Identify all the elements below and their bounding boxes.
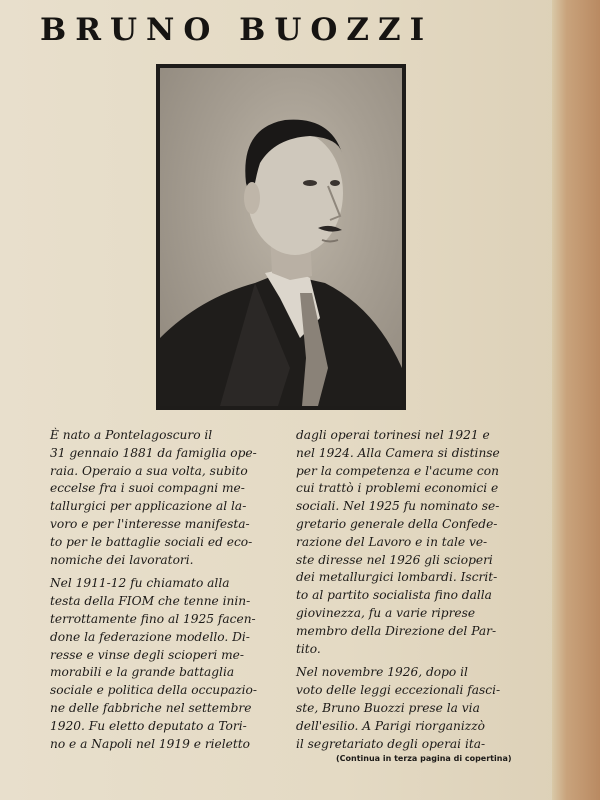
continuation-note: (Continua in terza pagina di copertina) bbox=[336, 754, 512, 763]
text-line: cui trattò i problemi economici e bbox=[296, 481, 499, 496]
text-line: terrottamente fino al 1925 facen- bbox=[50, 611, 256, 626]
text-line: membro della Direzione del Par- bbox=[296, 623, 497, 638]
article-left-column bbox=[50, 427, 290, 759]
text-line: per la competenza e l'acume con bbox=[296, 463, 499, 478]
text-line: gretario generale della Confede- bbox=[296, 516, 498, 531]
text-line: nel 1924. Alla Camera si distinse bbox=[296, 445, 500, 460]
article-paragraph bbox=[296, 664, 532, 753]
text-line: razione del Lavoro e in tale ve- bbox=[296, 534, 488, 549]
article-paragraph bbox=[50, 427, 290, 569]
text-line: ste diresse nel 1926 gli scioperi bbox=[296, 552, 493, 567]
text-line: dell'esilio. A Parigi riorganizzò bbox=[296, 718, 485, 733]
text-line: dagli operai torinesi nel 1921 e bbox=[296, 428, 490, 442]
text-line: tallurgici per applicazione al la- bbox=[50, 499, 247, 514]
portrait-photo-icon bbox=[160, 68, 402, 406]
text-line: to al partito socialista fino dalla bbox=[296, 588, 492, 603]
text-line: nomiche dei lavoratori. bbox=[50, 552, 194, 567]
text-line: sociali. Nel 1925 fu nominato se- bbox=[296, 499, 500, 514]
page-edge bbox=[552, 0, 600, 800]
text-line: giovinezza, fu a varie riprese bbox=[296, 605, 476, 620]
text-line: 31 gennaio 1881 da famiglia ope- bbox=[50, 445, 257, 460]
article-paragraph bbox=[296, 427, 532, 658]
text-line: dei metallurgici lombardi. Iscrit- bbox=[296, 570, 498, 585]
text-line: no e a Napoli nel 1919 e rieletto bbox=[50, 736, 251, 751]
text-line: testa della FIOM che tenne inin- bbox=[50, 594, 251, 609]
text-line: eccelse fra i suoi compagni me- bbox=[50, 481, 245, 496]
text-line: resse e vinse degli scioperi me- bbox=[50, 647, 244, 662]
text-line: ne delle fabbriche nel settembre bbox=[50, 700, 252, 715]
text-line: sociale e politica della occupazio- bbox=[50, 683, 257, 698]
text-line: il segretariato degli operai ita- bbox=[296, 736, 486, 751]
text-line: 1920. Fu eletto deputato a Tori- bbox=[50, 718, 247, 733]
article-paragraph bbox=[50, 575, 290, 753]
text-line: Nel 1911-12 fu chiamato alla bbox=[50, 576, 230, 591]
text-line: voto delle leggi eccezionali fasci- bbox=[296, 683, 501, 698]
page-title: BRUNO BUOZZI bbox=[40, 12, 434, 48]
text-line: morabili e la grande battaglia bbox=[50, 665, 235, 680]
portrait-frame bbox=[156, 64, 406, 410]
text-line: ste, Bruno Buozzi prese la via bbox=[296, 700, 480, 715]
text-line: Nel novembre 1926, dopo il bbox=[296, 665, 468, 680]
text-line: tito. bbox=[296, 641, 321, 656]
text-line: È nato a Pontelagoscuro il bbox=[50, 428, 213, 442]
text-line: to per le battaglie sociali ed eco- bbox=[50, 534, 253, 549]
text-line: raia. Operaio a sua volta, subito bbox=[50, 463, 248, 478]
article-right-column bbox=[296, 427, 532, 759]
text-line: voro e per l'interesse manifesta- bbox=[50, 516, 250, 531]
text-line: done la federazione modello. Di- bbox=[50, 629, 250, 644]
